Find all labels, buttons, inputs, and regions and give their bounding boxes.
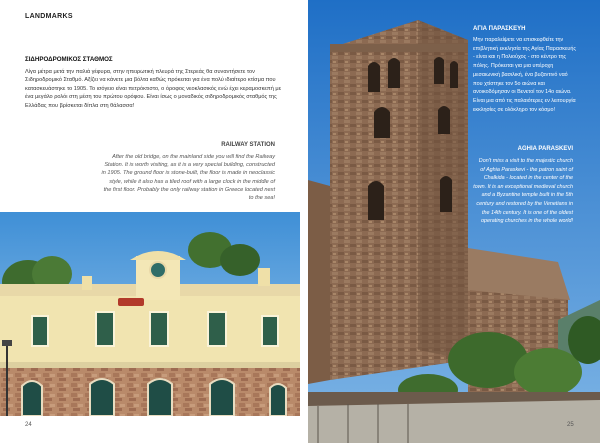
church-title-greek: ΑΓΙΑ ΠΑΡΑΣΚΕΥΗ (473, 26, 526, 32)
page-number-right: 25 (567, 422, 574, 428)
section-label: LANDMARKS (25, 13, 73, 20)
page-number-left: 24 (25, 422, 32, 428)
station-title-english: RAILWAY STATION (221, 142, 275, 148)
church-body-english: Don't miss a visit to the majestic church of Aghia Paraskevi - the patron saint of Chalkida - located in the center of the town. It is an exceptional medieval church and a Byzantine temple built in the 5th century and restored by the Venetians in the 14th century. It is one of the oldest operating churches in the whole world! (473, 158, 573, 225)
railway-station-photo (0, 212, 300, 416)
station-body-english: After the old bridge, on the mainland side you will find the Railway Station. It is worth visiting, as it is a very special building, constructed in 1905. The ground floor is stone-built, the floor is made in neoclassic style, while it also has a tiled roof with a large clock in the middle of the first floor. Probably the only railway station in Greece located next to the sea! (101, 154, 275, 202)
station-body-greek: Λίγα μέτρα μετά την παλιά γέφυρα, στην ηπειρωτική πλευρά της Στερεάς θα συναντήσετε τον Σιδηροδρομικό Σταθμό. Αξίζει να κάνετε μια βόλτα καθώς πρόκειται για ένα πολύ ιδιαίτερο κτίσμα που κατασκευάστηκε το 1905. Το ισόγειο είναι πετρόκτιστο, ο όροφος νεοκλασικός ενώ έχει κεραμοσκεπή με ένα μεγάλο ρολόι στη μέση του πρώτου ορόφου. Είναι ίσως ο μοναδικός σιδηροδρομικός σταθμός της Ελλάδας που βρίσκεται δίπλα στη θάλασσα! (25, 69, 282, 109)
station-title-greek: ΣΙΔΗΡΟΔΡΟΜΙΚΟΣ ΣΤΑΘΜΟΣ (25, 56, 113, 63)
church-title-english: AGHIA PARASKEVI (517, 146, 573, 152)
page-gutter (300, 0, 308, 443)
church-body-greek: Μην παραλείψετε να επισκεφθείτε την επιβλητική εκκλησία της Αγίας Παρασκευής - είναι και η Πολιούχος - στο κέντρο της πόλης. Πρόκειται για μια υπέροχη μεσαιωνική βασιλική, ένα βυζαντινό ναό που χτίστηκε τον 5ο αιώνα και ανοικοδόμησαν οι Βενετοί τον 14ο αιώνα. Είναι μια από τις παλαιότερες εν λειτουργία εκκλησίες σε ολόκληρο τον κόσμο! (473, 37, 576, 113)
